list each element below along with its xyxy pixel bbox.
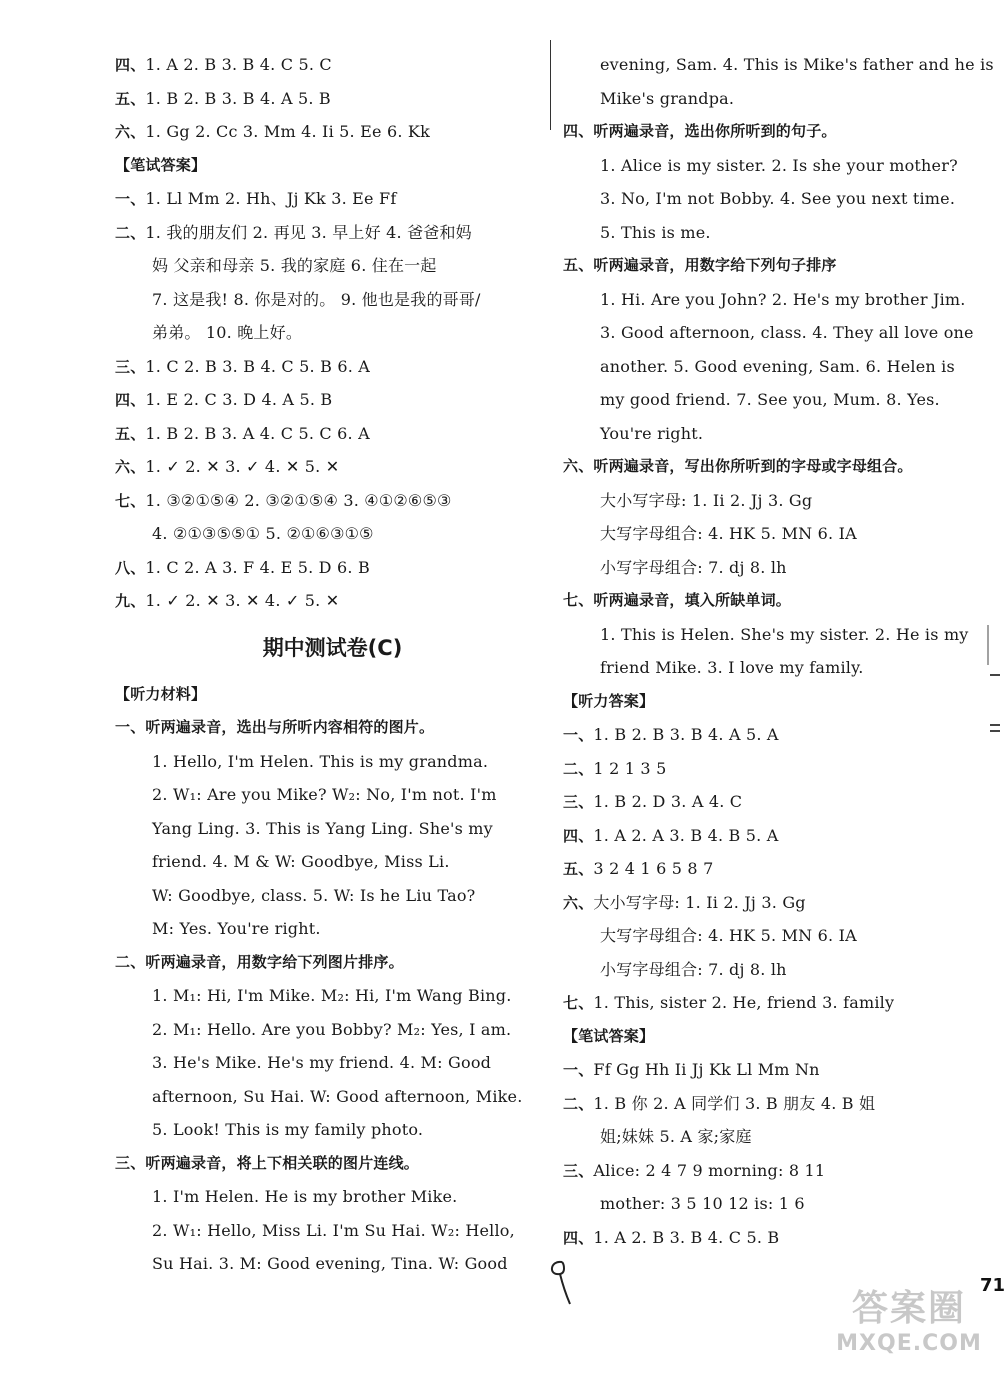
- question-number: 四、: [563, 826, 594, 845]
- text-line: 3. No, I'm not Bobby. 4. See you next time.: [600, 189, 956, 208]
- text-line: 3. He's Mike. He's my friend. 4. M: Good: [152, 1053, 492, 1072]
- text-line: 小写字母组合: 7. dj 8. lh: [600, 557, 787, 577]
- text-line: 4. ②①③⑤⑤① 5. ②①⑥③①⑤: [152, 524, 374, 543]
- answer-line: [563, 785, 983, 819]
- question-number: 六、: [115, 458, 146, 476]
- answer-line: [563, 718, 983, 752]
- text-line: 2. W₁: Hello, Miss Li. I'm Su Hai. W₂: Hello,: [152, 1220, 515, 1240]
- answer-text: 1. 我的朋友们 2. 再见 3. 早上好 4. 爸爸和妈: [145, 222, 472, 242]
- answer-text: 1. ✓ 2. ✕ 3. ✕ 4. ✓ 5. ✕: [145, 591, 340, 610]
- text-line: 2. W₁: Are you Mike? W₂: No, I'm not. I'm: [152, 785, 497, 804]
- text-line: afternoon, Su Hai. W: Good afternoon, Mike.: [152, 1086, 523, 1106]
- answer-text: Alice: 2 4 7 9 morning: 8 11: [593, 1160, 826, 1180]
- answer-line: [563, 1154, 983, 1188]
- question-number: 八、: [115, 558, 146, 577]
- edge-marks-decoration: [986, 625, 1000, 745]
- answer-line: [115, 584, 550, 618]
- text-line: You're right.: [600, 423, 704, 443]
- text-line: another. 5. Good evening, Sam. 6. Helen is: [600, 356, 955, 376]
- answer-text: 3 2 4 1 6 5 8 7: [593, 859, 714, 878]
- section-title: 期中测试卷(C): [262, 635, 403, 660]
- question-heading: 四、听两遍录音，选出你所听到的句子。: [563, 122, 837, 140]
- answer-text: 1. E 2. C 3. D 4. A 5. B: [145, 390, 333, 409]
- question-number: 二、: [563, 1094, 594, 1113]
- text-line: 1. Hi. Are you John? 2. He's my brother Jim.: [600, 289, 966, 309]
- text-line: Yang Ling. 3. This is Yang Ling. She's my: [152, 818, 493, 838]
- question-number: 一、: [563, 1061, 594, 1079]
- answer-line: [563, 1087, 983, 1121]
- top-answers: [115, 48, 550, 149]
- left-column: [115, 48, 550, 1281]
- text-line: 1. Alice is my sister. 2. Is she your mother?: [600, 155, 958, 175]
- question-heading: 七、听两遍录音，填入所缺单词。: [563, 591, 792, 609]
- answer-text: 1. This, sister 2. He, friend 3. family: [593, 993, 895, 1012]
- text-line: 大小写字母: 1. Ii 2. Jj 3. Gg: [600, 490, 813, 510]
- text-line: 大写字母组合: 4. HK 5. MN 6. IA: [600, 524, 857, 543]
- text-line: 5. This is me.: [600, 222, 711, 242]
- text-line: mother: 3 5 10 12 is: 1 6: [600, 1194, 805, 1213]
- text-line: M: Yes. You're right.: [152, 919, 321, 938]
- text-line: friend. 4. M & W: Goodbye, Miss Li.: [152, 852, 450, 871]
- text-line: 1. I'm Helen. He is my brother Mike.: [152, 1187, 458, 1206]
- question-heading: 【听力答案】: [563, 691, 655, 710]
- answer-line: [563, 819, 983, 853]
- text-line: Su Hai. 3. M: Good evening, Tina. W: Good: [152, 1254, 508, 1273]
- listening-material: [115, 711, 550, 1281]
- question-number: 一、: [115, 190, 146, 208]
- answer-text: 1. ③②①⑤④ 2. ③②①⑤④ 3. ④①②⑥⑤③: [145, 490, 452, 510]
- answer-line: [115, 450, 550, 484]
- answer-text: 1. B 2. D 3. A 4. C: [593, 792, 743, 811]
- column-divider: [550, 40, 551, 130]
- watermark-logo: [820, 1280, 998, 1375]
- answer-line: [115, 484, 550, 518]
- answer-line: [115, 417, 550, 451]
- question-heading: 二、听两遍录音，用数字给下列图片排序。: [115, 952, 404, 971]
- page-number: 71: [980, 1275, 1005, 1296]
- text-line: 1. Hello, I'm Helen. This is my grandma.: [152, 751, 489, 771]
- answer-line: 六、1. Gg 2. Cc 3. Mm 4. Ii 5. Ee 6. Kk: [115, 122, 430, 141]
- answer-line: [115, 350, 550, 384]
- question-heading: 一、听两遍录音，选出与所听内容相符的图片。: [115, 718, 435, 736]
- answer-text: Ff Gg Hh Ii Jj Kk Ll Mm Nn: [593, 1060, 820, 1079]
- text-line: my good friend. 7. See you, Mum. 8. Yes.: [600, 390, 940, 409]
- text-line: 弟弟。 10. 晚上好。: [152, 323, 303, 342]
- answer-line: 五、1. B 2. B 3. B 4. A 5. B: [115, 88, 331, 108]
- text-line: evening, Sam. 4. This is Mike's father and he is: [600, 55, 994, 74]
- text-line: Mike's grandpa.: [600, 88, 735, 108]
- answer-text: 1. A 2. A 3. B 4. B 5. A: [593, 825, 779, 845]
- right-column: [563, 48, 994, 1254]
- text-line: W: Goodbye, class. 5. W: Is he Liu Tao?: [152, 885, 476, 905]
- answer-line: [115, 551, 550, 585]
- answer-text: 1. C 2. A 3. F 4. E 5. D 6. B: [145, 557, 370, 577]
- answer-line: 四、1. A 2. B 3. B 4. C 5. C: [115, 55, 332, 74]
- question-number: 四、: [563, 1228, 594, 1247]
- question-number: 三、: [115, 357, 146, 376]
- answer-text: 1. C 2. B 3. B 4. C 5. B 6. A: [145, 356, 371, 376]
- answer-line: [115, 216, 550, 250]
- question-number: 九、: [115, 592, 146, 610]
- answer-text: 1. ✓ 2. ✕ 3. ✓ 4. ✕ 5. ✕: [145, 457, 340, 476]
- question-heading: 六、听两遍录音，写出你所听到的字母或字母组合。: [563, 457, 913, 475]
- question-number: 三、: [563, 793, 594, 811]
- question-number: 三、: [563, 1161, 594, 1180]
- listening-material-heading: 【听力材料】: [115, 684, 207, 703]
- text-line: 1. This is Helen. She's my sister. 2. He is my: [600, 624, 969, 644]
- question-number: 七、: [563, 994, 594, 1012]
- answer-text: 大小写字母: 1. Ii 2. Jj 3. Gg: [593, 892, 806, 912]
- text-line: 妈 父亲和母亲 5. 我的家庭 6. 住在一起: [152, 256, 437, 275]
- text-line: 5. Look! This is my family photo.: [152, 1120, 424, 1139]
- question-number: 二、: [115, 223, 146, 242]
- answer-line: [563, 886, 983, 920]
- question-number: 四、: [115, 391, 146, 409]
- question-number: 五、: [115, 424, 146, 443]
- question-number: 一、: [563, 726, 594, 744]
- answer-text: 1. B 2. B 3. A 4. C 5. C 6. A: [145, 423, 370, 443]
- written-answers: [115, 182, 550, 618]
- text-line: 姐;妹妹 5. A 家;家庭: [600, 1127, 752, 1146]
- answer-line: [115, 182, 550, 216]
- text-line: 7. 这是我! 8. 你是对的。 9. 他也是我的哥哥/: [152, 289, 481, 309]
- answer-line: [563, 852, 983, 886]
- text-line: 1. M₁: Hi, I'm Mike. M₂: Hi, I'm Wang Bing.: [152, 986, 512, 1005]
- question-number: 五、: [563, 860, 594, 878]
- question-number: 六、: [563, 893, 594, 912]
- text-line: friend Mike. 3. I love my family.: [600, 658, 864, 677]
- text-line: 2. M₁: Hello. Are you Bobby? M₂: Yes, I am.: [152, 1019, 512, 1039]
- answer-text: 1. B 你 2. A 同学们 3. B 朋友 4. B 姐: [593, 1093, 876, 1113]
- question-heading: 三、听两遍录音，将上下相关联的图片连线。: [115, 1153, 420, 1172]
- answer-line: [563, 1053, 983, 1087]
- answer-text: 1. B 2. B 3. B 4. A 5. A: [593, 725, 779, 744]
- answer-text: 1. Ll Mm 2. Hh、Jj Kk 3. Ee Ff: [145, 189, 397, 208]
- written-answers-heading: 【笔试答案】: [115, 155, 207, 174]
- answer-line: [563, 986, 983, 1020]
- answer-text: 1 2 1 3 5: [593, 758, 667, 778]
- watermark-url: MXQE.COM: [836, 1331, 982, 1356]
- question-number: 二、: [563, 759, 594, 778]
- answer-line: [563, 752, 983, 786]
- answer-text: 1. A 2. B 3. B 4. C 5. B: [593, 1227, 780, 1247]
- answer-line: [115, 383, 550, 417]
- question-heading: 五、听两遍录音，用数字给下列句子排序: [563, 256, 837, 274]
- question-heading: 【笔试答案】: [563, 1026, 655, 1045]
- question-number: 七、: [115, 491, 146, 510]
- text-line: 3. Good afternoon, class. 4. They all love one: [600, 323, 974, 342]
- text-line: 大写字母组合: 4. HK 5. MN 6. IA: [600, 926, 857, 945]
- answer-line: [563, 1221, 983, 1255]
- handwritten-mark-icon: [540, 1258, 580, 1308]
- watermark-title: 答案圈: [851, 1288, 966, 1329]
- text-line: 小写字母组合: 7. dj 8. lh: [600, 959, 787, 979]
